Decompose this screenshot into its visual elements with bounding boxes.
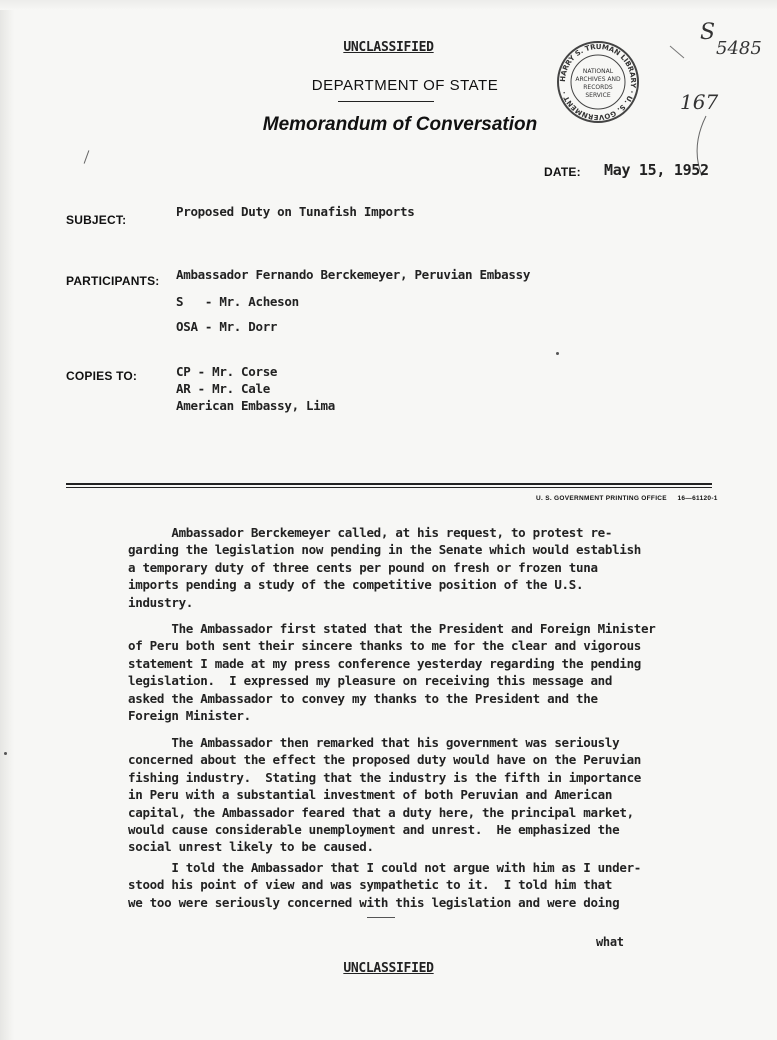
stamp-line: ARCHIVES AND [575,76,621,83]
copies-to-line: AR - Mr. Cale [176,381,270,396]
form-divider [66,487,712,488]
body-paragraph: Ambassador Berckemeyer called, at his request, to protest re- garding the legislation now pending in the Senate which would establish a temporary duty of three cents per pound on fresh or frozen tuna imports pending a study of the competitive position of the U.S. industry. [128,525,642,610]
department-heading: DEPARTMENT OF STATE [311,77,499,94]
stamp-line: SERVICE [585,92,611,99]
body-paragraph: The Ambassador then remarked that his government was seriously concerned about the effect the proposed duty would have on the Peruvian fishing industry. Stating that the industry is the fifth in importance in Peru with a substantial investment of both Peruvian and American capital, the Ambassador feared that a duty here, the principal market, would cause considerable unemployment and unrest. He emphasized the social unrest likely to be caused. [128,735,642,855]
copies-to-line: CP - Mr. Corse [176,364,278,379]
handwritten-letter: S [700,20,716,45]
body-paragraph: The Ambassador first stated that the President and Foreign Minister of Peru both sent their sincere thanks to me for the clear and vigorous statement I made at my press conference yesterday regarding the pending legislation. I expressed my pleasure on receiving this message and asked the Ambassador to convey my thanks to the President and the Foreign Minister. [128,621,656,724]
participants-label: PARTICIPANTS: [66,274,160,288]
heading-rule [338,101,434,102]
catchword: what [596,935,624,949]
participant-line: Ambassador Fernando Berckemeyer, Peruvian Embassy [176,267,531,282]
subject-label: SUBJECT: [66,213,127,227]
printing-office-imprint: U. S. GOVERNMENT PRINTING OFFICE 16—61120-1 [536,495,718,502]
scan-edge [0,0,777,10]
stamp-line: NATIONAL [582,68,614,75]
stamp-line: RECORDS [583,84,613,91]
participant-line: OSA - Mr. Dorr [176,319,278,334]
date-label: DATE: [544,165,581,179]
subject-value: Proposed Duty on Tunafish Imports [176,204,415,219]
handwritten-page-number: 167 [680,90,719,114]
handwritten-file-number: 5485 [716,38,762,59]
memo-title: Memorandum of Conversation [262,114,538,135]
stamp-ring-text: HARRY S. TRUMAN LIBRARY · U. S. GOVERNMENT · [558,42,638,122]
body-paragraph: I told the Ambassador that I could not argue with him as I under- stood his point of view and was sympathetic to it. I told him that we too were seriously concerned with this legislation and were doing [128,860,642,910]
classification-bottom: UNCLASSIFIED [343,961,434,976]
page-dash [367,917,395,918]
copies-to-line: American Embassy, Lima [176,398,335,413]
margin-mark [556,352,559,355]
copies-to-label: COPIES TO: [66,369,138,383]
participant-line: S - Mr. Acheson [176,294,299,309]
archives-stamp [556,40,640,124]
form-divider [66,483,712,485]
margin-mark [84,150,90,163]
date-value: May 15, 1952 [604,161,709,179]
scan-edge [0,0,14,1040]
classification-top: UNCLASSIFIED [343,40,434,55]
margin-mark [4,752,7,755]
